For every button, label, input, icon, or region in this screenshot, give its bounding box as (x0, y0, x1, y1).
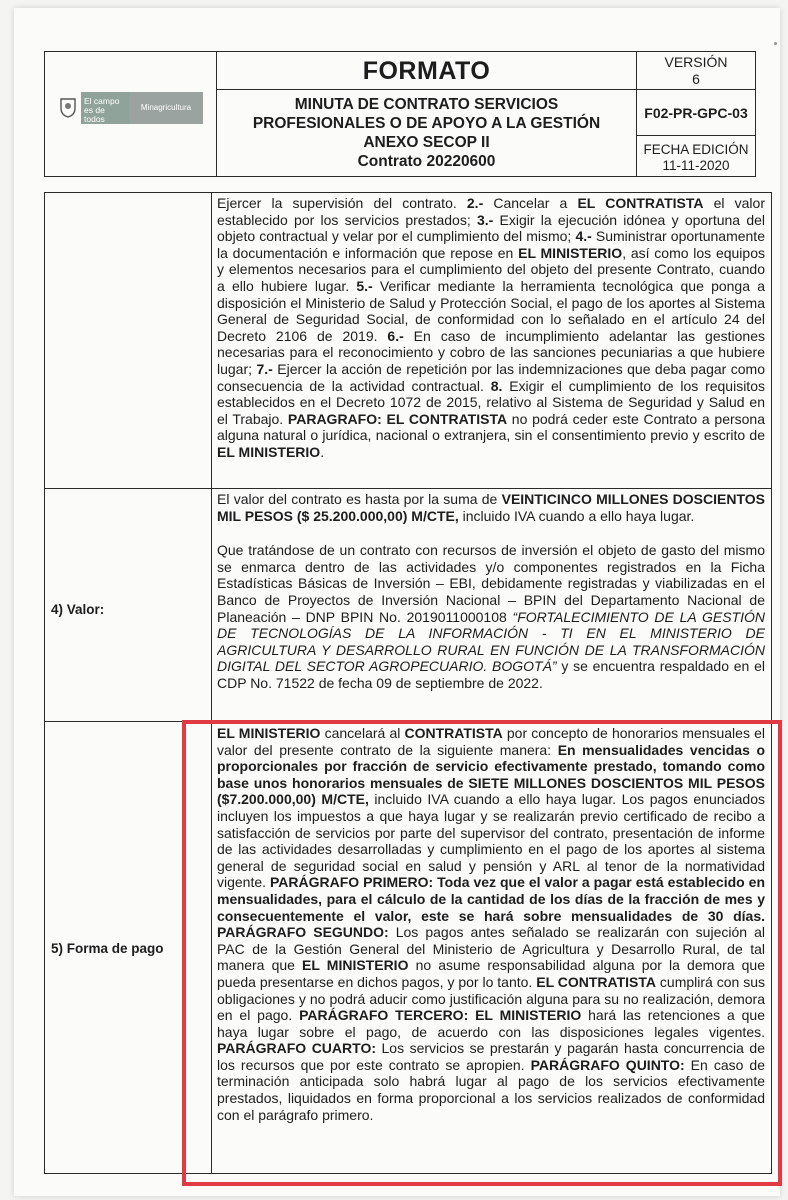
document-subtitle (217, 90, 636, 171)
text-run: hará las retenciones a que haya lugar sobre el pago, de acuerdo con las disposiciones legales vigentes. (217, 1007, 765, 1040)
logo-ministry-name: Minagricultura (129, 92, 203, 124)
subtitle-line: PROFESIONALES O DE APOYO A LA GESTIÓN (252, 115, 601, 132)
bold-text-run: EL MINISTERIO (518, 244, 623, 261)
bold-text-run: PARÁGRAFO TERCERO: EL MINISTERIO (299, 1007, 582, 1024)
edition-cell (637, 136, 755, 174)
header-meta-cell (637, 52, 755, 176)
bold-text-run: EL CONTRATISTA (536, 973, 657, 990)
text-run: Ejercer la acción de repetición por las indemnizaciones que deba pagar como consecuencia de la actividad contractual. (217, 360, 765, 394)
forma-pago-label: 5) Forma de pago (51, 941, 164, 956)
italic-text-run: “FORTALECIMIENTO DE LA GESTIÓN DE TECNOLOGÍAS DE LA INFORMACIÓN - TI EN EL MINISTERIO DE AGRICULTURA Y DESARROLLO RURAL EN FUNCIÓN DE LA TRANSFORMACIÓN DIGITAL DEL SECTOR AGROPECUARIO. BOGOTÁ” (217, 608, 765, 675)
document-header (44, 51, 756, 177)
text-run: En caso de incumplimiento adelantar las gestiones necesarias para el reconocimiento y cobro de las sanciones pecuniarias a que hubiere lugar; (217, 327, 765, 377)
coat-of-arms-icon (59, 96, 77, 118)
contract-number: Contrato 20220600 (357, 153, 496, 170)
valor-text (217, 491, 765, 719)
bold-text-run: PARAGRAFO: EL CONTRATISTA (287, 410, 508, 427)
edition-label: FECHA EDICIÓN (643, 142, 749, 157)
bold-text-run: EL CONTRATISTA (577, 195, 704, 211)
bold-text-run: 5.- (356, 277, 373, 294)
version-cell (637, 52, 755, 90)
text-run: En caso de terminación anticipada solo habrá lugar al pago de los servicios efectivamente prestados, liquidados en forma proporcional a los servicios realizados de conformidad con el parágrafo primero. (217, 1056, 766, 1123)
subtitle-line: MINUTA DE CONTRATO SERVICIOS (294, 96, 559, 113)
bold-text-run: PARÁGRAFO CUARTO: (217, 1040, 376, 1057)
text-run: incluido IVA cuando a ello haya lugar. (458, 507, 695, 524)
bold-text-run: 3.- (476, 211, 494, 228)
text-run: Cancelar a (483, 195, 578, 211)
text-run: Verificar mediante la herramienta tecnológica que ponga a disposición el Ministerio de Salud y Protección Social, el pago de los aportes al Sistema General de Seguridad Social, de conformidad con lo señalado en el artículo 24 del Decreto 2106 de 2019. (217, 277, 765, 344)
logo-slogan: El campo es de todos (81, 92, 129, 124)
text-run: Exigir la ejecución idónea y oportuna del objeto contractual y velar por el cumplimiento del mismo; (217, 211, 766, 245)
version-label: VERSIÓN (664, 54, 728, 70)
text-run: Ejercer la supervisión del contrato. (217, 195, 467, 211)
bold-text-run: CONTRATISTA (404, 725, 503, 741)
text-run: cancelará al (320, 725, 405, 741)
row-divider (45, 488, 771, 489)
ministry-logo (59, 92, 205, 130)
text-run: no podrá ceder este Contrato a persona alguna natural o jurídica, nacional o extranjera, sin el consentimiento previo y escrito de (217, 410, 765, 444)
logo-cell (45, 52, 217, 176)
bold-text-run: 8. (490, 377, 503, 394)
contract-clauses-table (44, 192, 772, 1174)
bold-text-run: 4.- (575, 228, 592, 245)
bold-text-run: EL MINISTERIO (217, 443, 321, 460)
text-run: cumplirá con sus obligaciones y no podrá aducir como justificación alguna para su no realización, demora en el pago. (217, 973, 766, 1024)
bold-text-run: PARÁGRAFO PRIMERO: Toda vez que el valor a pagar está establecido en mensualidades, para el cálculo de la cantidad de los días de la fracción de mes y consecuentemente el valor, este se hará sobre mensualidades de 30 días. PARÁGRAFO SEGUNDO: (217, 874, 765, 941)
row-divider (45, 721, 771, 722)
version-value: 6 (692, 71, 700, 87)
bold-text-run: 2.- (466, 195, 484, 211)
document-code: F02-PR-GPC-03 (637, 90, 755, 136)
bold-text-run: 7.- (256, 360, 273, 377)
bold-text-run: VEINTICINCO MILLONES DOSCIENTOS MIL PESOS ($ 25.200.000,00) M/CTE, (217, 491, 765, 524)
label-column (45, 193, 212, 1173)
text-run: Que tratándose de un contrato con recursos de inversión el objeto de gasto del mismo se enmarca dentro de las actividades y/o componentes registrados en la Ficha Estadísticas Básicas de Inversión – EBI, debidamente registradas y viabilizadas en el Banco de Proyectos de Inversión Nacional – BPIN del Departamento Nacional de Planeación – DNP BPIN No. 2019011000108 (217, 542, 765, 625)
bold-text-run: PARÁGRAFO QUINTO: (530, 1056, 685, 1073)
text-run: y se encuentra respaldado en el CDP No. 71522 de fecha 09 de septiembre de 2022. (217, 658, 765, 691)
text-run: no asume responsabilidad alguna por la demora que pueda presentarse en dichos pagos, y por lo tanto. (217, 957, 765, 990)
speck (774, 42, 777, 45)
obligations-paragraph (217, 195, 765, 461)
text-run: . (320, 443, 325, 460)
bold-text-run: En mensualidades vencidas o proporcionales por fracción de servicio efectivamente prestado, tomando como base unos honorarios mensuales de SIETE MILLONES DOSCIENTOS MIL PESOS ($7.200.000,00) M/CTE, (217, 741, 765, 808)
bold-text-run: EL MINISTERIO (302, 957, 409, 974)
subtitle-line: ANEXO SECOP II (363, 134, 490, 151)
text-run: por concepto de honorarios mensuales el valor del presente contrato de la siguiente manera: (217, 725, 765, 758)
document-title: FORMATO (217, 52, 636, 90)
obligations-text (217, 195, 765, 461)
forma-pago-text (217, 725, 765, 1123)
valor-budget-paragraph (217, 542, 765, 691)
edition-date: 11-11-2020 (662, 158, 730, 173)
text-run: el valor establecido por los servicios prestados; (217, 195, 765, 228)
bold-text-run: 6.- (387, 327, 404, 344)
valor-label: 4) Valor: (51, 602, 105, 617)
forma-pago-paragraph (217, 725, 765, 1123)
header-title-cell (217, 52, 637, 176)
text-run: Los servicios se prestarán y pagarán hasta concurrencia de los recursos que por este contrato se apropien. (217, 1040, 765, 1073)
text-run: Exigir el cumplimiento de los requisitos establecidos en el Decreto 1072 de 2015, relativo al Sistema de Seguridad y Salud en el Trabajo. (217, 377, 765, 427)
valor-paragraph (217, 491, 765, 524)
text-run: , así como los equipos y elementos necesarios para el cumplimiento del objeto del presente Contrato, cuando a ello hubiere lugar. (217, 244, 765, 294)
text-run: Suministrar oportunamente la documentación e información que repose en (217, 228, 765, 261)
text-run: incluido IVA cuando a ello haya lugar. Los pagos enunciados incluyen los impuestos a que haya lugar y se realizarán previo certificado de recibo a satisfacción de servicios por parte del supervisor del contrato, presentación de informe de las actividades desarrolladas y cumplimiento en el pago de los aportes al sistema general de seguridad social en salud y pensión y ARL al tenor de la normatividad vigente. (217, 791, 765, 891)
bold-text-run: EL MINISTERIO (217, 725, 321, 741)
text-run: El valor del contrato es hasta por la suma de (217, 491, 502, 507)
text-run: Los pagos antes señalado se realizarán con sujeción al PAC de la Gestión General del Ministerio de Agricultura y Desarrollo Rural, de tal manera que (217, 924, 765, 974)
document-page (14, 8, 780, 1196)
